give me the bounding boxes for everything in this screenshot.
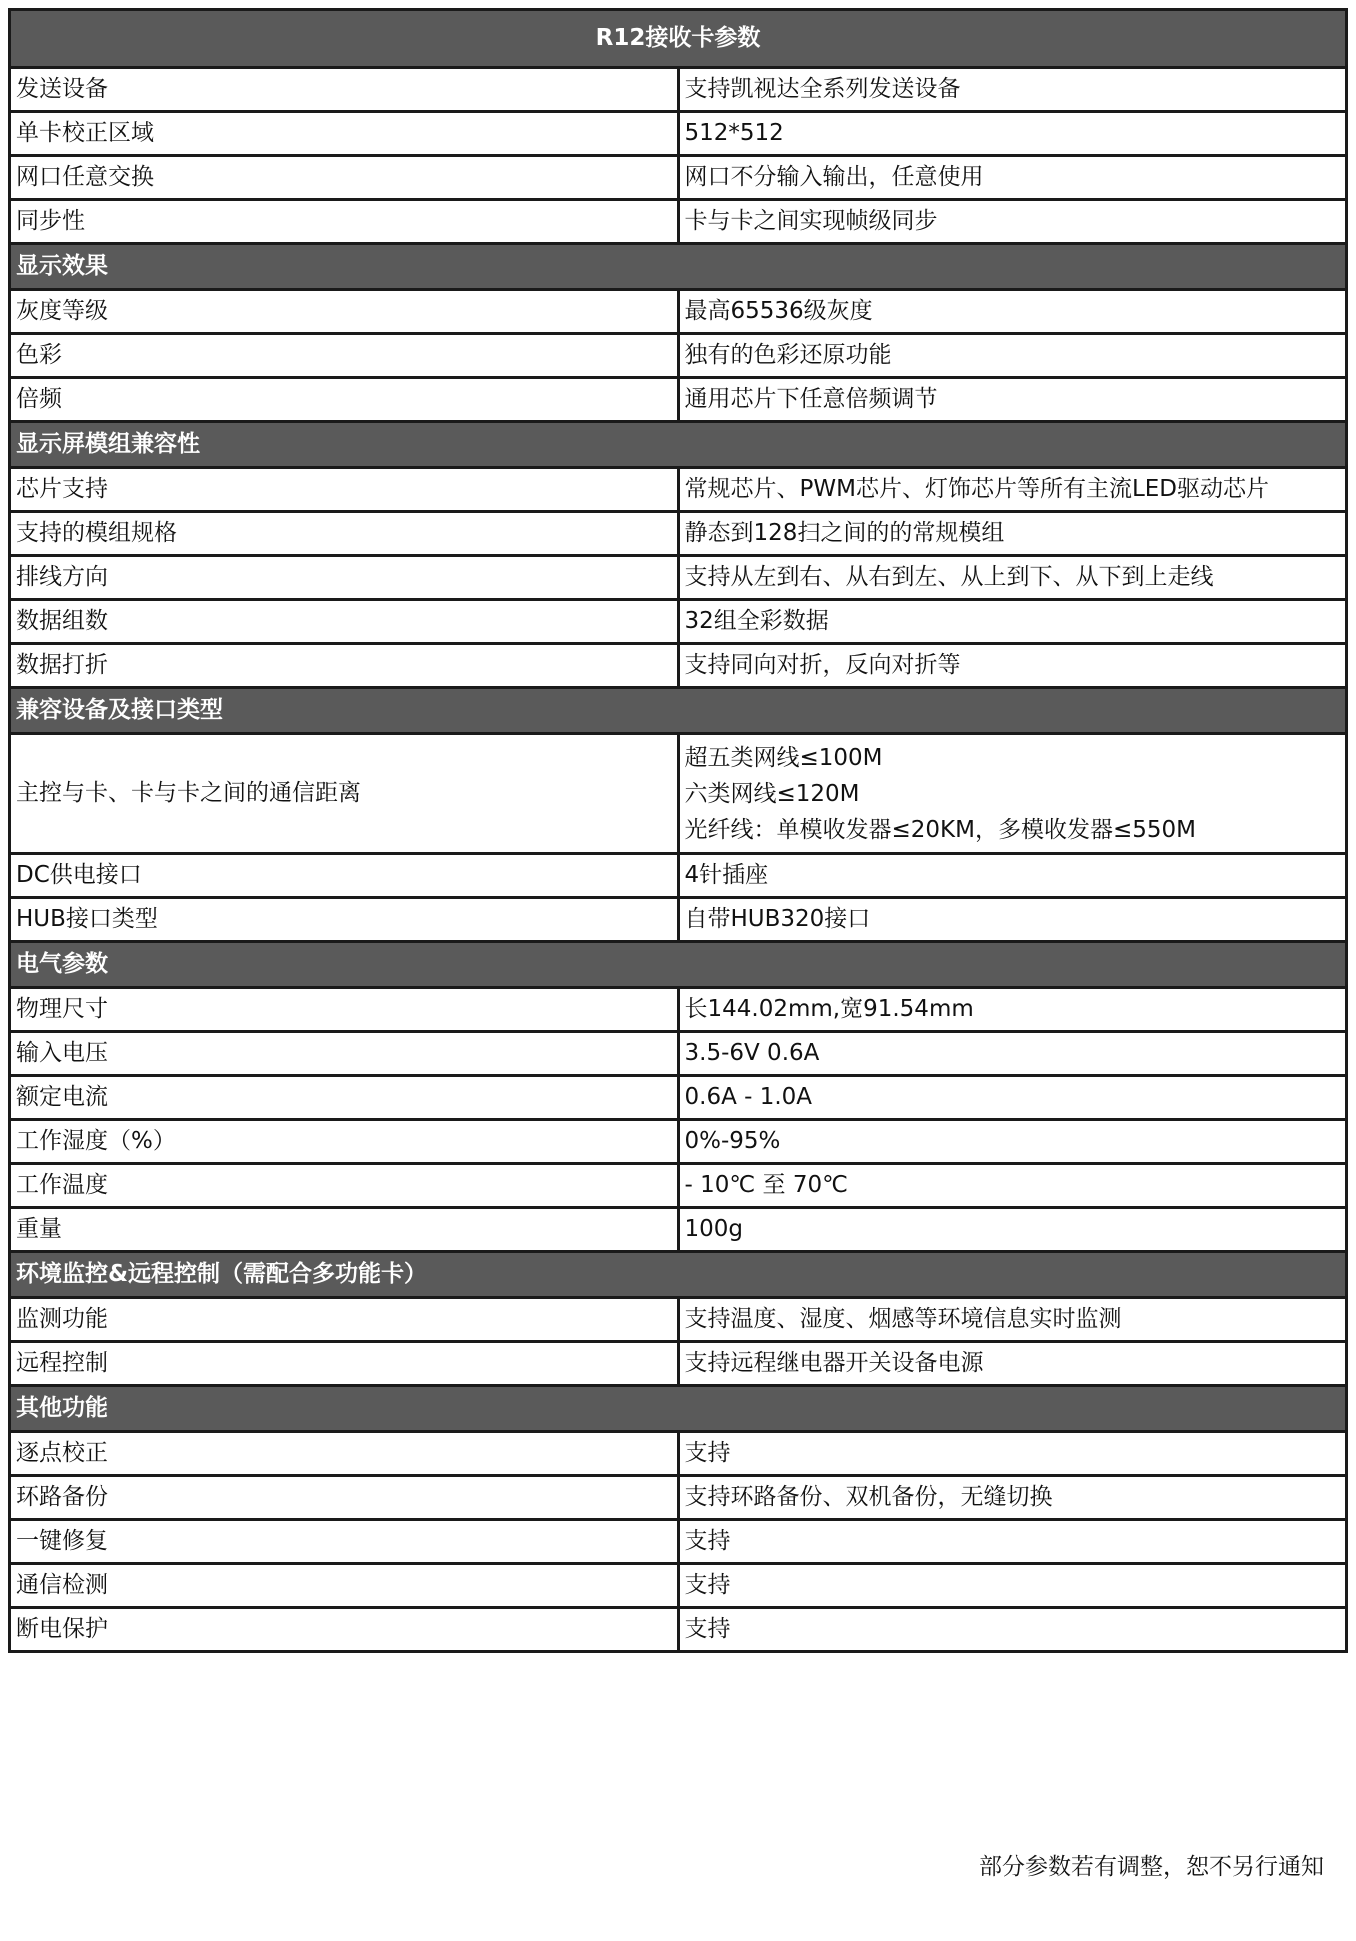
row-value-line: 超五类网线≤100M bbox=[684, 744, 883, 771]
table-row bbox=[10, 334, 1347, 378]
row-value: 512*512 bbox=[678, 112, 1347, 156]
row-value-line: 六类网线≤120M bbox=[684, 780, 860, 807]
table-row bbox=[10, 1208, 1347, 1252]
footer-note: 部分参数若有调整，恕不另行通知 bbox=[979, 1854, 1324, 1880]
row-label: 芯片支持 bbox=[10, 468, 679, 512]
row-label: 网口任意交换 bbox=[10, 156, 679, 200]
table-row bbox=[10, 1164, 1347, 1208]
section-heading: 电气参数 bbox=[10, 942, 1347, 988]
row-value: 支持 bbox=[678, 1432, 1347, 1476]
row-label: 支持的模组规格 bbox=[10, 512, 679, 556]
row-label: 排线方向 bbox=[10, 556, 679, 600]
row-label: 灰度等级 bbox=[10, 290, 679, 334]
spec-table-body bbox=[10, 10, 1347, 1652]
row-label: 工作温度 bbox=[10, 1164, 679, 1208]
table-row bbox=[10, 512, 1347, 556]
row-label: 数据打折 bbox=[10, 644, 679, 688]
row-label: 单卡校正区域 bbox=[10, 112, 679, 156]
table-row bbox=[10, 156, 1347, 200]
row-value: 独有的色彩还原功能 bbox=[678, 334, 1347, 378]
table-row bbox=[10, 1476, 1347, 1520]
row-value: - 10℃ 至 70℃ bbox=[678, 1164, 1347, 1208]
table-row bbox=[10, 1342, 1347, 1386]
table-row bbox=[10, 854, 1347, 898]
row-value: 0.6A - 1.0A bbox=[678, 1076, 1347, 1120]
table-row bbox=[10, 988, 1347, 1032]
row-value: 卡与卡之间实现帧级同步 bbox=[678, 200, 1347, 244]
row-value: 支持温度、湿度、烟感等环境信息实时监测 bbox=[678, 1298, 1347, 1342]
row-value: 32组全彩数据 bbox=[678, 600, 1347, 644]
table-row bbox=[10, 734, 1347, 854]
row-value: 网口不分输入输出，任意使用 bbox=[678, 156, 1347, 200]
section-heading: 兼容设备及接口类型 bbox=[10, 688, 1347, 734]
table-row bbox=[10, 1432, 1347, 1476]
table-row bbox=[10, 112, 1347, 156]
row-value: 100g bbox=[678, 1208, 1347, 1252]
row-label: HUB接口类型 bbox=[10, 898, 679, 942]
row-value: 支持凯视达全系列发送设备 bbox=[678, 68, 1347, 112]
row-label: 逐点校正 bbox=[10, 1432, 679, 1476]
table-row bbox=[10, 68, 1347, 112]
row-label: 断电保护 bbox=[10, 1608, 679, 1652]
section-heading-row bbox=[10, 688, 1347, 734]
row-value: 支持远程继电器开关设备电源 bbox=[678, 1342, 1347, 1386]
row-label: 同步性 bbox=[10, 200, 679, 244]
row-label: 发送设备 bbox=[10, 68, 679, 112]
table-row bbox=[10, 468, 1347, 512]
table-row bbox=[10, 1120, 1347, 1164]
section-heading: 显示效果 bbox=[10, 244, 1347, 290]
row-label: 额定电流 bbox=[10, 1076, 679, 1120]
row-label: 色彩 bbox=[10, 334, 679, 378]
row-label: 主控与卡、卡与卡之间的通信距离 bbox=[10, 734, 679, 854]
row-value: 支持 bbox=[678, 1520, 1347, 1564]
row-value: 支持从左到右、从右到左、从上到下、从下到上走线 bbox=[678, 556, 1347, 600]
row-value: 4针插座 bbox=[678, 854, 1347, 898]
section-heading: 其他功能 bbox=[10, 1386, 1347, 1432]
table-row bbox=[10, 556, 1347, 600]
table-row bbox=[10, 290, 1347, 334]
row-label: 远程控制 bbox=[10, 1342, 679, 1386]
row-label: DC供电接口 bbox=[10, 854, 679, 898]
row-label: 环路备份 bbox=[10, 1476, 679, 1520]
row-value: 支持 bbox=[678, 1608, 1347, 1652]
row-label: 一键修复 bbox=[10, 1520, 679, 1564]
table-row bbox=[10, 1608, 1347, 1652]
row-label: 数据组数 bbox=[10, 600, 679, 644]
table-row bbox=[10, 600, 1347, 644]
table-title: R12接收卡参数 bbox=[10, 10, 1347, 68]
row-value: 支持环路备份、双机备份，无缝切换 bbox=[678, 1476, 1347, 1520]
section-heading-row bbox=[10, 942, 1347, 988]
row-label: 工作湿度（%） bbox=[10, 1120, 679, 1164]
spec-table bbox=[8, 8, 1348, 1653]
section-heading: 显示屏模组兼容性 bbox=[10, 422, 1347, 468]
row-value: 自带HUB320接口 bbox=[678, 898, 1347, 942]
row-value: 最高65536级灰度 bbox=[678, 290, 1347, 334]
row-value-line: 光纤线：单模收发器≤20KM，多模收发器≤550M bbox=[684, 816, 1196, 843]
row-value: 3.5-6V 0.6A bbox=[678, 1032, 1347, 1076]
row-label: 监测功能 bbox=[10, 1298, 679, 1342]
section-heading-row bbox=[10, 244, 1347, 290]
table-row bbox=[10, 644, 1347, 688]
row-label: 倍频 bbox=[10, 378, 679, 422]
row-label: 输入电压 bbox=[10, 1032, 679, 1076]
table-row bbox=[10, 378, 1347, 422]
row-value: 静态到128扫之间的的常规模组 bbox=[678, 512, 1347, 556]
row-value: 常规芯片、PWM芯片、灯饰芯片等所有主流LED驱动芯片 bbox=[678, 468, 1347, 512]
row-label: 物理尺寸 bbox=[10, 988, 679, 1032]
section-heading-row bbox=[10, 1386, 1347, 1432]
table-row bbox=[10, 200, 1347, 244]
row-value: 支持 bbox=[678, 1564, 1347, 1608]
section-heading: 环境监控&远程控制（需配合多功能卡） bbox=[10, 1252, 1347, 1298]
row-label: 通信检测 bbox=[10, 1564, 679, 1608]
table-row bbox=[10, 1032, 1347, 1076]
row-label: 重量 bbox=[10, 1208, 679, 1252]
row-value bbox=[678, 734, 1347, 854]
row-value: 通用芯片下任意倍频调节 bbox=[678, 378, 1347, 422]
table-row bbox=[10, 1076, 1347, 1120]
row-value: 长144.02mm,宽91.54mm bbox=[678, 988, 1347, 1032]
row-value: 0%-95% bbox=[678, 1120, 1347, 1164]
section-heading-row bbox=[10, 422, 1347, 468]
table-row bbox=[10, 1298, 1347, 1342]
table-row bbox=[10, 898, 1347, 942]
section-heading-row bbox=[10, 1252, 1347, 1298]
table-row bbox=[10, 1564, 1347, 1608]
row-value: 支持同向对折，反向对折等 bbox=[678, 644, 1347, 688]
table-row bbox=[10, 1520, 1347, 1564]
table-title-row bbox=[10, 10, 1347, 68]
